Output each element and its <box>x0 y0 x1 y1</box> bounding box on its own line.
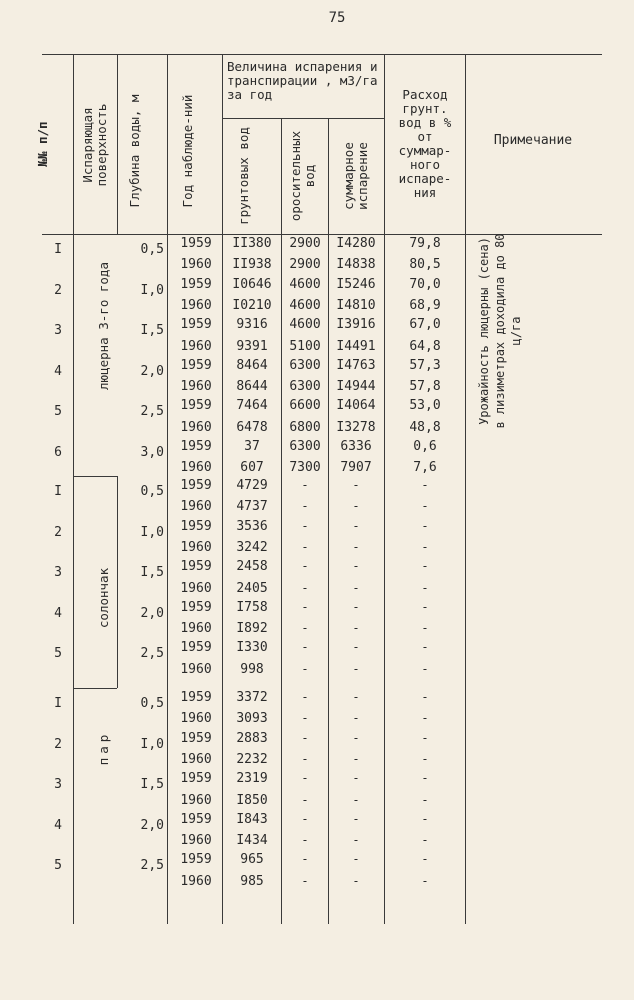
irrigation-water-value: - <box>301 811 309 826</box>
row-number: 5 <box>54 646 62 662</box>
ground-water-value: I0646 <box>232 276 272 292</box>
total-evaporation-value: 6336 <box>340 439 372 454</box>
total-evaporation-value: - <box>352 690 360 704</box>
total-evaporation-value: - <box>352 792 360 807</box>
total-evaporation-value: - <box>352 539 360 554</box>
irrigation-water-value: - <box>301 518 309 533</box>
ground-water-value: I850 <box>236 792 268 808</box>
year-value: 1960 <box>180 580 212 596</box>
ground-water-value: 2319 <box>236 771 268 787</box>
percent-value: 57,3 <box>409 357 441 373</box>
percent-value: - <box>421 792 429 807</box>
ground-water-value: 2883 <box>236 730 268 746</box>
header-surface: Испаряющая поверхность <box>80 103 109 187</box>
irrigation-water-value: - <box>301 852 309 867</box>
percent-value: - <box>421 833 429 848</box>
depth-value: I,5 <box>140 777 164 793</box>
irrigation-water-value: - <box>301 621 309 636</box>
depth-value: 3,0 <box>140 445 164 460</box>
total-evaporation-value: - <box>352 751 360 766</box>
total-evaporation-value: I4491 <box>336 338 376 354</box>
ground-water-value: I330 <box>236 640 268 656</box>
total-evaporation-value: - <box>352 852 360 867</box>
row-number: 5 <box>54 858 62 874</box>
col-rule-1 <box>73 54 74 924</box>
year-value: 1959 <box>180 357 212 373</box>
irrigation-water-value: - <box>301 792 309 807</box>
irrigation-water-value: - <box>301 730 309 745</box>
irrigation-water-value: - <box>301 661 309 676</box>
ground-water-value: 7464 <box>236 398 268 414</box>
irrigation-water-value: 4600 <box>289 276 321 292</box>
year-value: 1960 <box>180 539 212 555</box>
total-evaporation-value: - <box>352 873 360 888</box>
ground-water-value: I758 <box>236 599 268 615</box>
total-evaporation-value: - <box>352 711 360 726</box>
year-value: 1960 <box>180 338 212 354</box>
percent-value: 7,6 <box>413 460 437 476</box>
surface-label-salt-marsh: солончак <box>96 567 111 629</box>
ground-water-value: 8644 <box>236 379 268 395</box>
header-year: Год наблюде-ний <box>180 94 195 208</box>
irrigation-water-value: - <box>301 711 309 726</box>
col-rule-7 <box>384 54 385 924</box>
year-value: 1960 <box>180 257 212 273</box>
header-num: №№ п/п <box>35 121 50 167</box>
irrigation-water-value: - <box>301 873 309 888</box>
row-number: 2 <box>54 282 62 298</box>
row-number: 3 <box>54 323 62 339</box>
percent-value: 67,0 <box>409 317 441 333</box>
percent-value: 64,8 <box>409 338 441 354</box>
ground-water-value: 3372 <box>236 690 268 705</box>
percent-value: 0,6 <box>413 439 437 454</box>
depth-value: 2,5 <box>140 858 164 874</box>
percent-value: - <box>421 711 429 726</box>
total-evaporation-value: - <box>352 730 360 745</box>
year-value: 1960 <box>180 711 212 727</box>
total-evaporation-value: I4944 <box>336 379 376 395</box>
ground-water-value: 3536 <box>236 518 268 534</box>
year-value: 1959 <box>180 640 212 656</box>
percent-value: - <box>421 499 429 514</box>
header-ground: грунтовых вод <box>236 127 251 225</box>
percent-value: - <box>421 771 429 786</box>
year-value: 1959 <box>180 276 212 292</box>
total-evaporation-value: I4810 <box>336 297 376 313</box>
ground-water-value: 965 <box>240 852 264 868</box>
ground-water-value: I0210 <box>232 297 272 313</box>
depth-value: I,0 <box>140 524 164 540</box>
depth-value: I,5 <box>140 323 164 339</box>
total-evaporation-value: - <box>352 661 360 676</box>
year-value: 1960 <box>180 873 212 889</box>
col-rule-4 <box>222 54 223 924</box>
irrigation-water-value: 6800 <box>289 419 321 435</box>
year-value: 1960 <box>180 419 212 435</box>
ground-water-value: 8464 <box>236 357 268 373</box>
depth-value: I,5 <box>140 565 164 581</box>
ground-water-value: I843 <box>236 811 268 827</box>
irrigation-water-value: - <box>301 478 309 492</box>
group-separator <box>73 688 117 689</box>
total-evaporation-value: - <box>352 499 360 514</box>
ground-water-value: 4737 <box>236 499 268 515</box>
col-rule-2 <box>117 54 118 234</box>
total-evaporation-value: I5246 <box>336 276 376 292</box>
percent-value: 68,9 <box>409 297 441 313</box>
table-top-rule <box>42 54 602 55</box>
total-evaporation-value: I4064 <box>336 398 376 414</box>
year-value: 1959 <box>180 599 212 615</box>
irrigation-water-value: - <box>301 690 309 704</box>
percent-value: - <box>421 599 429 614</box>
depth-value: 0,5 <box>140 242 164 257</box>
row-number: 4 <box>54 817 62 833</box>
depth-value: 0,5 <box>140 696 164 711</box>
total-evaporation-value: I4838 <box>336 257 376 273</box>
header-evap-group: Величина испарения и транспирации , м3/га за год <box>227 59 378 102</box>
row-number: I <box>54 484 62 499</box>
depth-value: 2,5 <box>140 404 164 420</box>
percent-value: - <box>421 730 429 745</box>
percent-value: 48,8 <box>409 419 441 435</box>
total-evaporation-value: - <box>352 599 360 614</box>
percent-value: - <box>421 852 429 867</box>
irrigation-water-value: 6300 <box>289 439 321 454</box>
row-number: I <box>54 696 62 711</box>
percent-value: - <box>421 518 429 533</box>
total-evaporation-value: - <box>352 518 360 533</box>
year-value: 1960 <box>180 833 212 849</box>
percent-value: - <box>421 690 429 704</box>
irrigation-water-value: - <box>301 559 309 574</box>
depth-value: 2,0 <box>140 605 164 621</box>
percent-value: - <box>421 559 429 574</box>
depth-value: 0,5 <box>140 484 164 499</box>
irrigation-water-value: 4600 <box>289 297 321 313</box>
page-number: 75 <box>328 10 346 26</box>
year-value: 1959 <box>180 771 212 787</box>
depth-value: 2,0 <box>140 817 164 833</box>
percent-value: - <box>421 661 429 676</box>
total-evaporation-value: - <box>352 811 360 826</box>
ground-water-value: 6478 <box>236 419 268 435</box>
percent-value: 70,0 <box>409 276 441 292</box>
total-evaporation-value: I3278 <box>336 419 376 435</box>
percent-value: - <box>421 751 429 766</box>
depth-value: I,0 <box>140 736 164 752</box>
year-value: 1959 <box>180 398 212 414</box>
percent-value: - <box>421 478 429 492</box>
percent-value: - <box>421 873 429 888</box>
col-rule-3 <box>167 54 168 924</box>
ground-water-value: 2458 <box>236 559 268 575</box>
irrigation-water-value: - <box>301 751 309 766</box>
header-depth: Глубина воды, м <box>127 94 142 208</box>
year-value: 1959 <box>180 518 212 534</box>
irrigation-water-value: - <box>301 833 309 848</box>
percent-value: - <box>421 640 429 655</box>
subheader-rule <box>222 118 384 119</box>
row-number: 4 <box>54 363 62 379</box>
ground-water-value: II938 <box>232 257 272 273</box>
year-value: 1960 <box>180 661 212 677</box>
row-number: 3 <box>54 565 62 581</box>
year-value: 1959 <box>180 236 212 251</box>
irrigation-water-value: 2900 <box>289 257 321 273</box>
ground-water-value: II380 <box>232 236 272 251</box>
total-evaporation-value: - <box>352 640 360 655</box>
irrigation-water-value: - <box>301 640 309 655</box>
total-evaporation-value: I3916 <box>336 317 376 333</box>
header-flow: Расход грунт. вод в % от суммар-ного испаре-ния <box>398 87 452 200</box>
ground-water-value: 9391 <box>236 338 268 354</box>
surface-label-fallow: пар <box>96 730 111 766</box>
year-value: 1960 <box>180 499 212 515</box>
year-value: 1960 <box>180 751 212 767</box>
depth-value: 2,5 <box>140 646 164 662</box>
irrigation-water-value: - <box>301 539 309 554</box>
irrigation-water-value: - <box>301 580 309 595</box>
total-evaporation-value: - <box>352 580 360 595</box>
total-evaporation-value: I4280 <box>336 236 376 251</box>
ground-water-value: 607 <box>240 460 264 476</box>
row-number: 6 <box>54 445 62 460</box>
year-value: 1959 <box>180 811 212 827</box>
year-value: 1959 <box>180 852 212 868</box>
row-number: 2 <box>54 524 62 540</box>
depth-value: 2,0 <box>140 363 164 379</box>
percent-value: - <box>421 539 429 554</box>
percent-value: 80,5 <box>409 257 441 273</box>
year-value: 1960 <box>180 379 212 395</box>
group-separator <box>73 476 117 477</box>
irrigation-water-value: 7300 <box>289 460 321 476</box>
total-evaporation-value: - <box>352 771 360 786</box>
total-evaporation-value: - <box>352 833 360 848</box>
year-value: 1959 <box>180 317 212 333</box>
percent-value: 57,8 <box>409 379 441 395</box>
year-value: 1959 <box>180 478 212 493</box>
percent-value: - <box>421 811 429 826</box>
header-note: Примечание <box>493 133 573 148</box>
year-value: 1959 <box>180 730 212 746</box>
header-irrig: оросительных вод <box>288 130 317 222</box>
year-value: 1960 <box>180 621 212 637</box>
percent-value: 79,8 <box>409 236 441 251</box>
irrigation-water-value: 6600 <box>289 398 321 414</box>
row-number: 2 <box>54 736 62 752</box>
ground-water-value: 4729 <box>236 478 268 493</box>
depth-value: I,0 <box>140 282 164 298</box>
ground-water-value: I892 <box>236 621 268 637</box>
row-number: I <box>54 242 62 257</box>
ground-water-value: 37 <box>244 439 260 454</box>
percent-value: 53,0 <box>409 398 441 414</box>
header-total: суммарное испарение <box>341 142 370 210</box>
ground-water-value: 9316 <box>236 317 268 333</box>
col-rule-8 <box>465 54 466 924</box>
irrigation-water-value: 4600 <box>289 317 321 333</box>
row-number: 3 <box>54 777 62 793</box>
row-number: 4 <box>54 605 62 621</box>
total-evaporation-value: - <box>352 621 360 636</box>
year-value: 1959 <box>180 559 212 575</box>
ground-water-value: 3242 <box>236 539 268 555</box>
irrigation-water-value: - <box>301 771 309 786</box>
irrigation-water-value: - <box>301 599 309 614</box>
irrigation-water-value: 6300 <box>289 357 321 373</box>
year-value: 1960 <box>180 297 212 313</box>
year-value: 1960 <box>180 460 212 476</box>
note-text: Урожайность люцерны (сена) в лизиметрах доходила до 80 ц/га <box>477 233 523 429</box>
percent-value: - <box>421 621 429 636</box>
irrigation-water-value: - <box>301 499 309 514</box>
row-number: 5 <box>54 404 62 420</box>
percent-value: - <box>421 580 429 595</box>
ground-water-value: 3093 <box>236 711 268 727</box>
total-evaporation-value: - <box>352 559 360 574</box>
total-evaporation-value: I4763 <box>336 357 376 373</box>
year-value: 1959 <box>180 439 212 454</box>
total-evaporation-value: 7907 <box>340 460 372 476</box>
irrigation-water-value: 5100 <box>289 338 321 354</box>
ground-water-value: 985 <box>240 873 264 889</box>
ground-water-value: 2405 <box>236 580 268 596</box>
irrigation-water-value: 2900 <box>289 236 321 251</box>
ground-water-value: I434 <box>236 833 268 849</box>
year-value: 1959 <box>180 690 212 705</box>
ground-water-value: 2232 <box>236 751 268 767</box>
ground-water-value: 998 <box>240 661 264 677</box>
irrigation-water-value: 6300 <box>289 379 321 395</box>
total-evaporation-value: - <box>352 478 360 492</box>
year-value: 1960 <box>180 792 212 808</box>
surface-label-alfalfa: люцерна 3-го года <box>96 262 111 390</box>
